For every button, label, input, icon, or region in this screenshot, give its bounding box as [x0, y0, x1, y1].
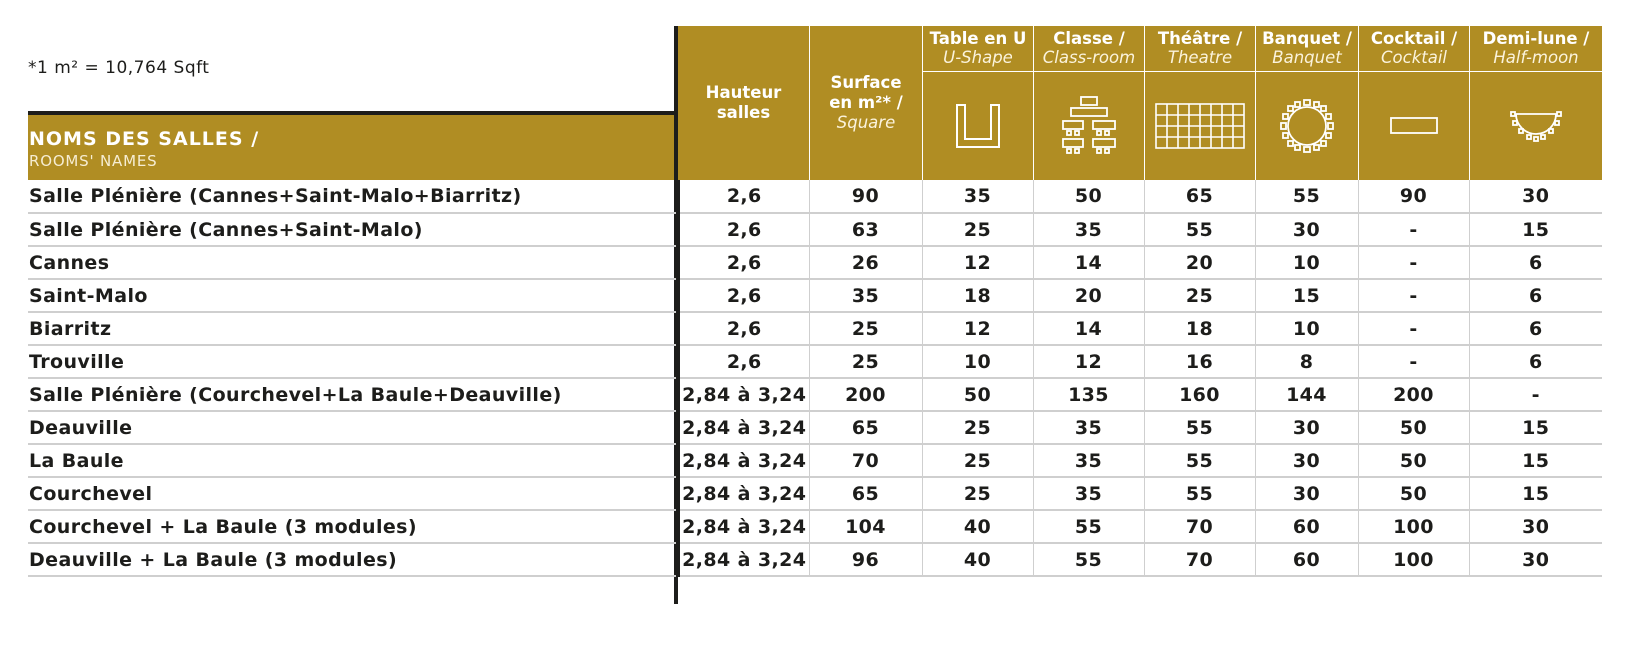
cell-demilune: 30	[1469, 543, 1602, 576]
cell-surface: 26	[809, 246, 922, 279]
cell-theatre: 70	[1144, 543, 1255, 576]
cell-theatre: 55	[1144, 444, 1255, 477]
cell-classe: 135	[1033, 378, 1144, 411]
surface-header	[809, 26, 922, 180]
room-name: La Baule	[28, 444, 678, 477]
cell-demilune: 15	[1469, 213, 1602, 246]
cell-banquet: 10	[1255, 312, 1358, 345]
cell-height: 2,6	[678, 345, 809, 378]
cell-classe: 50	[1033, 180, 1144, 213]
u-shape-icon	[955, 103, 1001, 149]
cell-banquet: 8	[1255, 345, 1358, 378]
cell-classe: 35	[1033, 213, 1144, 246]
cell-cocktail: 100	[1358, 543, 1469, 576]
cell-theatre: 25	[1144, 279, 1255, 312]
table-row	[28, 312, 1602, 345]
banquet-icon	[1279, 98, 1335, 154]
cell-cocktail: 90	[1358, 180, 1469, 213]
layout-header-cocktail	[1358, 26, 1469, 180]
cell-demilune: 30	[1469, 510, 1602, 543]
rooms-table	[28, 180, 1602, 577]
table-row	[28, 279, 1602, 312]
height-header-line2: salles	[716, 103, 771, 122]
cell-surface: 104	[809, 510, 922, 543]
cell-height: 2,84 à 3,24	[678, 444, 809, 477]
cell-cocktail: 50	[1358, 444, 1469, 477]
cell-classe: 35	[1033, 444, 1144, 477]
cell-u: 25	[922, 444, 1033, 477]
room-name: Salle Plénière (Cannes+Saint-Malo+Biarritz)	[28, 180, 678, 213]
cell-theatre: 18	[1144, 312, 1255, 345]
rooms-header-en: ROOMS' NAMES	[29, 152, 158, 170]
layout-header-half-moon	[1469, 26, 1602, 180]
cell-theatre: 55	[1144, 477, 1255, 510]
cell-u: 40	[922, 543, 1033, 576]
table-row	[28, 213, 1602, 246]
surface-header-line1: Surface	[830, 73, 902, 92]
cell-banquet: 30	[1255, 213, 1358, 246]
surface-header-line2: en m²* /	[829, 93, 903, 112]
room-name: Courchevel + La Baule (3 modules)	[28, 510, 678, 543]
cell-banquet: 30	[1255, 411, 1358, 444]
height-header-line1: Hauteur	[705, 83, 782, 102]
table-row	[28, 345, 1602, 378]
cell-theatre: 55	[1144, 213, 1255, 246]
cell-classe: 12	[1033, 345, 1144, 378]
cell-cocktail: -	[1358, 345, 1469, 378]
cell-height: 2,84 à 3,24	[678, 477, 809, 510]
cell-demilune: 6	[1469, 312, 1602, 345]
cell-demilune: 6	[1469, 279, 1602, 312]
cell-theatre: 55	[1144, 411, 1255, 444]
cell-theatre: 160	[1144, 378, 1255, 411]
cell-theatre: 16	[1144, 345, 1255, 378]
cell-u: 25	[922, 213, 1033, 246]
cell-surface: 25	[809, 345, 922, 378]
cell-surface: 200	[809, 378, 922, 411]
cell-u: 40	[922, 510, 1033, 543]
cell-demilune: 6	[1469, 246, 1602, 279]
cell-cocktail: 50	[1358, 477, 1469, 510]
cell-height: 2,6	[678, 279, 809, 312]
table-row	[28, 246, 1602, 279]
cell-cocktail: -	[1358, 213, 1469, 246]
layout-header-classroom	[1033, 26, 1144, 180]
layout-header-en: Half-moon	[1493, 48, 1579, 67]
height-header	[678, 26, 809, 180]
cell-banquet: 15	[1255, 279, 1358, 312]
cell-classe: 14	[1033, 246, 1144, 279]
rooms-header	[28, 115, 678, 180]
room-name: Deauville	[28, 411, 678, 444]
layout-header-banquet	[1255, 26, 1358, 180]
cell-theatre: 20	[1144, 246, 1255, 279]
layout-header-en: Theatre	[1167, 48, 1233, 67]
rooms-header-fr: NOMS DES SALLES /	[29, 128, 260, 150]
layout-header-fr: Cocktail /	[1370, 29, 1458, 48]
cell-surface: 25	[809, 312, 922, 345]
cell-u: 50	[922, 378, 1033, 411]
layout-header-fr: Classe /	[1053, 29, 1125, 48]
cell-surface: 35	[809, 279, 922, 312]
cell-banquet: 30	[1255, 477, 1358, 510]
cocktail-icon	[1389, 116, 1439, 136]
cell-height: 2,6	[678, 213, 809, 246]
cell-demilune: -	[1469, 378, 1602, 411]
room-name: Salle Plénière (Cannes+Saint-Malo)	[28, 213, 678, 246]
cell-height: 2,84 à 3,24	[678, 378, 809, 411]
cell-surface: 96	[809, 543, 922, 576]
layout-header-en: Class-room	[1042, 48, 1136, 67]
theatre-icon	[1155, 103, 1245, 149]
cell-cocktail: 100	[1358, 510, 1469, 543]
cell-classe: 35	[1033, 411, 1144, 444]
cell-demilune: 6	[1469, 345, 1602, 378]
cell-surface: 65	[809, 411, 922, 444]
table-row	[28, 180, 1602, 213]
cell-surface: 63	[809, 213, 922, 246]
cell-surface: 90	[809, 180, 922, 213]
cell-u: 35	[922, 180, 1033, 213]
room-name: Biarritz	[28, 312, 678, 345]
cell-height: 2,84 à 3,24	[678, 543, 809, 576]
cell-demilune: 30	[1469, 180, 1602, 213]
cell-u: 12	[922, 246, 1033, 279]
footnote: *1 m² = 10,764 Sqft	[28, 58, 210, 78]
cell-u: 18	[922, 279, 1033, 312]
table-row	[28, 411, 1602, 444]
layout-header-fr: Banquet /	[1262, 29, 1352, 48]
layout-header-fr: Demi-lune /	[1482, 29, 1590, 48]
room-name: Deauville + La Baule (3 modules)	[28, 543, 678, 576]
table-row	[28, 378, 1602, 411]
cell-banquet: 30	[1255, 444, 1358, 477]
half-moon-icon	[1508, 108, 1564, 144]
cell-u: 12	[922, 312, 1033, 345]
cell-classe: 20	[1033, 279, 1144, 312]
layout-header-theatre	[1144, 26, 1255, 180]
table-row	[28, 444, 1602, 477]
cell-height: 2,84 à 3,24	[678, 510, 809, 543]
table-row	[28, 543, 1602, 576]
cell-cocktail: -	[1358, 312, 1469, 345]
cell-surface: 65	[809, 477, 922, 510]
cell-cocktail: 50	[1358, 411, 1469, 444]
cell-u: 10	[922, 345, 1033, 378]
cell-cocktail: 200	[1358, 378, 1469, 411]
cell-height: 2,6	[678, 312, 809, 345]
layout-header-fr: Table en U	[929, 29, 1027, 48]
cell-height: 2,6	[678, 246, 809, 279]
cell-demilune: 15	[1469, 411, 1602, 444]
cell-height: 2,6	[678, 180, 809, 213]
cell-theatre: 70	[1144, 510, 1255, 543]
cell-u: 25	[922, 411, 1033, 444]
cell-classe: 55	[1033, 510, 1144, 543]
room-name: Saint-Malo	[28, 279, 678, 312]
cell-banquet: 60	[1255, 510, 1358, 543]
cell-demilune: 15	[1469, 477, 1602, 510]
cell-classe: 14	[1033, 312, 1144, 345]
room-name: Cannes	[28, 246, 678, 279]
layout-header-en: U-Shape	[943, 48, 1013, 67]
cell-classe: 35	[1033, 477, 1144, 510]
cell-demilune: 15	[1469, 444, 1602, 477]
table-row	[28, 510, 1602, 543]
layout-header-en: Cocktail	[1381, 48, 1447, 67]
room-name: Courchevel	[28, 477, 678, 510]
cell-u: 25	[922, 477, 1033, 510]
cell-banquet: 144	[1255, 378, 1358, 411]
cell-banquet: 60	[1255, 543, 1358, 576]
cell-cocktail: -	[1358, 279, 1469, 312]
room-name: Salle Plénière (Courchevel+La Baule+Deauville)	[28, 378, 678, 411]
room-name: Trouville	[28, 345, 678, 378]
cell-banquet: 55	[1255, 180, 1358, 213]
classroom-icon	[1059, 95, 1119, 157]
surface-header-en: Square	[836, 113, 896, 132]
cell-surface: 70	[809, 444, 922, 477]
cell-cocktail: -	[1358, 246, 1469, 279]
table-row	[28, 477, 1602, 510]
layout-header-fr: Théâtre /	[1157, 29, 1243, 48]
cell-height: 2,84 à 3,24	[678, 411, 809, 444]
cell-classe: 55	[1033, 543, 1144, 576]
layout-header-u-shape	[922, 26, 1033, 180]
layout-header-en: Banquet	[1272, 48, 1342, 67]
cell-theatre: 65	[1144, 180, 1255, 213]
cell-banquet: 10	[1255, 246, 1358, 279]
